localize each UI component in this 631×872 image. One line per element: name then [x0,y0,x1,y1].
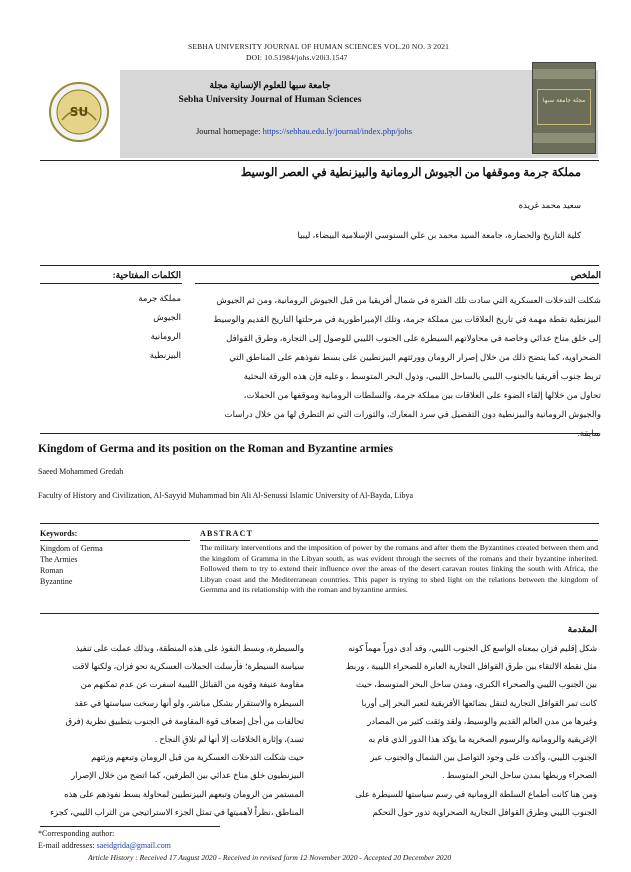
intro-line: كانت تمر القوافل التجارية لتنقل بضائعها الأفريقية لتعبر البحر إلى أوربا [361,698,597,708]
keywords-underline [40,283,182,284]
arabic-keywords-heading: الكلمات المفتاحية: [112,270,181,280]
keyword-item: مملكة جرمة [138,293,181,303]
intro-line: المستمر من الرومان وتبعهم البيزنطيين لمحاولة بسط نفوذهم على هذه [64,789,304,799]
divider [40,523,599,524]
keyword-item: الرومانية [150,331,181,341]
footnote-rule [40,826,220,827]
divider [40,613,599,614]
keyword-item: Byzantine [40,577,73,586]
journal-homepage [196,126,412,136]
abstract-line: والجيوش الرومانية والبيزنطية دون التفصيل في سرد المعارك، والثورات التي تم التطرق لها من خلال دراسات [224,409,601,419]
intro-line: حيث شكلت التدخلات العسكرية من قبل الرومان وتبعهم ورثتهم [91,753,304,763]
intro-line: شكل إقليم فزان بمعناه الواسع كل الجنوب الليبي، وقد أدى دوراً مهماً كونه [348,644,597,653]
divider [40,160,599,161]
homepage-label: Journal homepage: [196,126,261,136]
corresponding-author: *Corresponding author: [38,829,115,838]
english-keywords-block [40,528,190,587]
banner-english-title: Sebha University Journal of Human Sciences [178,95,362,105]
email-label: E-mail addresses: [38,841,95,850]
intro-line: بين الجنوب الليبي والصحراء الكبرى، ومدن ساحل البحر المتوسط، حيث [356,680,597,690]
abstract-underline [200,540,598,541]
abstract-line: تربط جنوب أفريقيا بالجنوب الليبي بالساحل الليبي، ودول البحر المتوسط ، وعليه فإن هذه الورقة البحثية [243,371,601,381]
english-title: Kingdom of Germa and its position on the Roman and Byzantine armies [38,443,393,455]
intro-line: ومن هنا كانت أطماع السلطة الرومانية في رسم سياستها للسيطرة على [355,789,597,799]
keyword-item: The Armies [40,555,78,564]
arabic-author: سعيد محمد غريدة [518,200,581,210]
intro-line: تحالفات من أجل إضعاف قوة المقاومة في الجنوب بتطبيق نظرية (فرق [65,716,304,726]
abstract-underline [195,283,599,284]
intro-line: المناطق ،نظراً لأهميتها في تمثل الجزء الاستراتيجي من التراب الليبي، كجزء [50,807,304,817]
abstract-line: الصحراوية، كما يتضح ذلك من خلال إصرار الرومان وورثتهم البيزنطيين على بسط نفوذهم على المناطق التي [229,352,601,362]
abstract-line: إلى خلق مناخ عدائي وخاصة في محاولاتهم السيطرة على الجنوب الليبي للوصول إلى التجارة، وطرق القوافل [226,333,601,343]
english-abstract-text: The military interventions and the imposition of power by the romans and after them the Byzantines created between them and the kingdom of Gramma in the Libyan south, as was evident through the secrets of the romans and their byzantine inherited. Followed them to try to extend their influence over the areas of the desert caravan routes linking the south with Africa, the Libyan coast and the Mediterranean countries. This paper is trying to shed light on the relations between the kingdom of Germma and its relationship with the roman and byzantine armies. [200,543,598,595]
intro-line: وغيرها من مدن العالم القديم والوسيط، ولقد وثقت كثير من المصادر [367,716,597,726]
intro-line: مقاومة عنيفة وقوية من القبائل الليبية اسفرت عن عدم تمكنهم من [80,680,304,690]
abstract-line: البيزنطية نقطة مهمة في تاريخ العلاقات بين مملكة جرمة، وتلك الإمبراطورية في مرحلتها التاريخ القديم والوسيط [213,314,601,324]
abstract-line: تحاول من خلالها إلقاء الضوء على العلاقات بين مملكة جرمة، والسلطات الرومانية وموقفها من الحملات، [243,390,601,400]
journal-volume-line: SEBHA UNIVERSITY JOURNAL OF HUMAN SCIENCES VOL.20 NO. 3 2021 [188,42,450,51]
arabic-abstract-heading: الملخص [570,270,601,280]
keyword-item: Roman [40,566,64,575]
intro-line: الصحراء وربطها بمدن ساحل البحر المتوسط . [442,771,597,781]
keywords-underline [40,540,190,541]
logo-text: SU [69,105,89,119]
keyword-item: البيزنطية [149,350,181,360]
arabic-abstract [197,291,601,443]
university-logo [48,80,110,144]
email-line [38,841,171,850]
banner-arabic-title: جامعة سبها للعلوم الإنسانية مجلة [209,80,331,90]
intro-heading: المقدمة [567,624,597,634]
intro-line: الجنوب الليبي، وأكدت على وجود التواصل بين الشمال والجنوب عبر [370,753,597,763]
arabic-title: مملكة جرمة وموقفها من الجيوش الرومانية والبيزنطية في العصر الوسيط [240,167,581,179]
email-link[interactable]: saeidgrida@gmail.com [96,841,171,850]
intro-line: مثل نقطة الالتقاء بين طرق القوافل التجارية العابرة للصحراء الليبية ، وربط [345,662,597,672]
intro-line: تسد)، وإثارة الخلافات إلا أنها لم تلاقِ النجاح . [155,735,304,745]
intro-left-column [38,640,304,822]
divider [40,433,599,434]
abstract-line: شكلت التدخلات العسكرية التي سادت تلك الفترة في شمال أفريقيا من قبل الجيوش الرومانية، ومن ثم الجيوش [216,295,601,305]
intro-right-column [327,640,597,822]
journal-cover-image [532,62,596,154]
intro-line: البيزنطيون خلق مناخ عدائي بين الطرفين، كما اتضح من خلال الإصرار [71,771,304,781]
doi-line: DOI: 10.51984/johs.v20i3.1547 [246,53,348,62]
cover-label: مجلة جامعة سبها [542,97,586,104]
english-abstract-heading: ABSTRACT [200,529,254,538]
keyword-item: الجيوش [153,312,181,322]
intro-line: الجنوب الليبي وطرق القوافل التجارية الصحراوية تدور حول التحكم [372,807,597,817]
intro-line: الإغريقية والرومانية والرسوم الصخرية ما يؤكد هذا الدور الذي قام به [368,735,597,745]
english-author: Saeed Mohammed Gredah [38,467,124,476]
arabic-affiliation: كلية التاريخ والحضارة، جامعة السيد محمد بن علي السنوسي الإسلامية البيضاء، ليبيا [297,230,581,240]
english-abstract-block [200,528,598,596]
abstract-line: سابقة. [577,428,601,438]
intro-line: السيطرة والاستقرار بشكل مباشر، ولو أنها رسخت سياستها في عقد [74,698,304,708]
english-keywords-heading: Keywords: [40,529,78,538]
divider [40,265,599,266]
homepage-link[interactable]: https://sebhau.edu.ly/journal/index.php/johs [262,126,413,136]
keyword-item: Kingdom of Germa [40,544,103,553]
arabic-keywords-list [138,289,181,365]
english-affiliation: Faculty of History and Civilization, Al-Sayyid Muhammad bin Ali Al-Senussi Islamic University of Al-Bayda, Libya [38,491,414,500]
article-history: Article History : Received 17 August 2020 - Received in revised form 12 November 2020 - Accepted 20 December 2020 [88,853,452,862]
intro-line: والسيطرة، وبسط النفوذ على هذه المنطقة، وبذلك عملت على تنفيذ [75,644,304,653]
intro-line: سياسة السيطرة؛ فأرسلت الحملات العسكرية نحو فزان، ولكنها لاقت [72,662,304,672]
